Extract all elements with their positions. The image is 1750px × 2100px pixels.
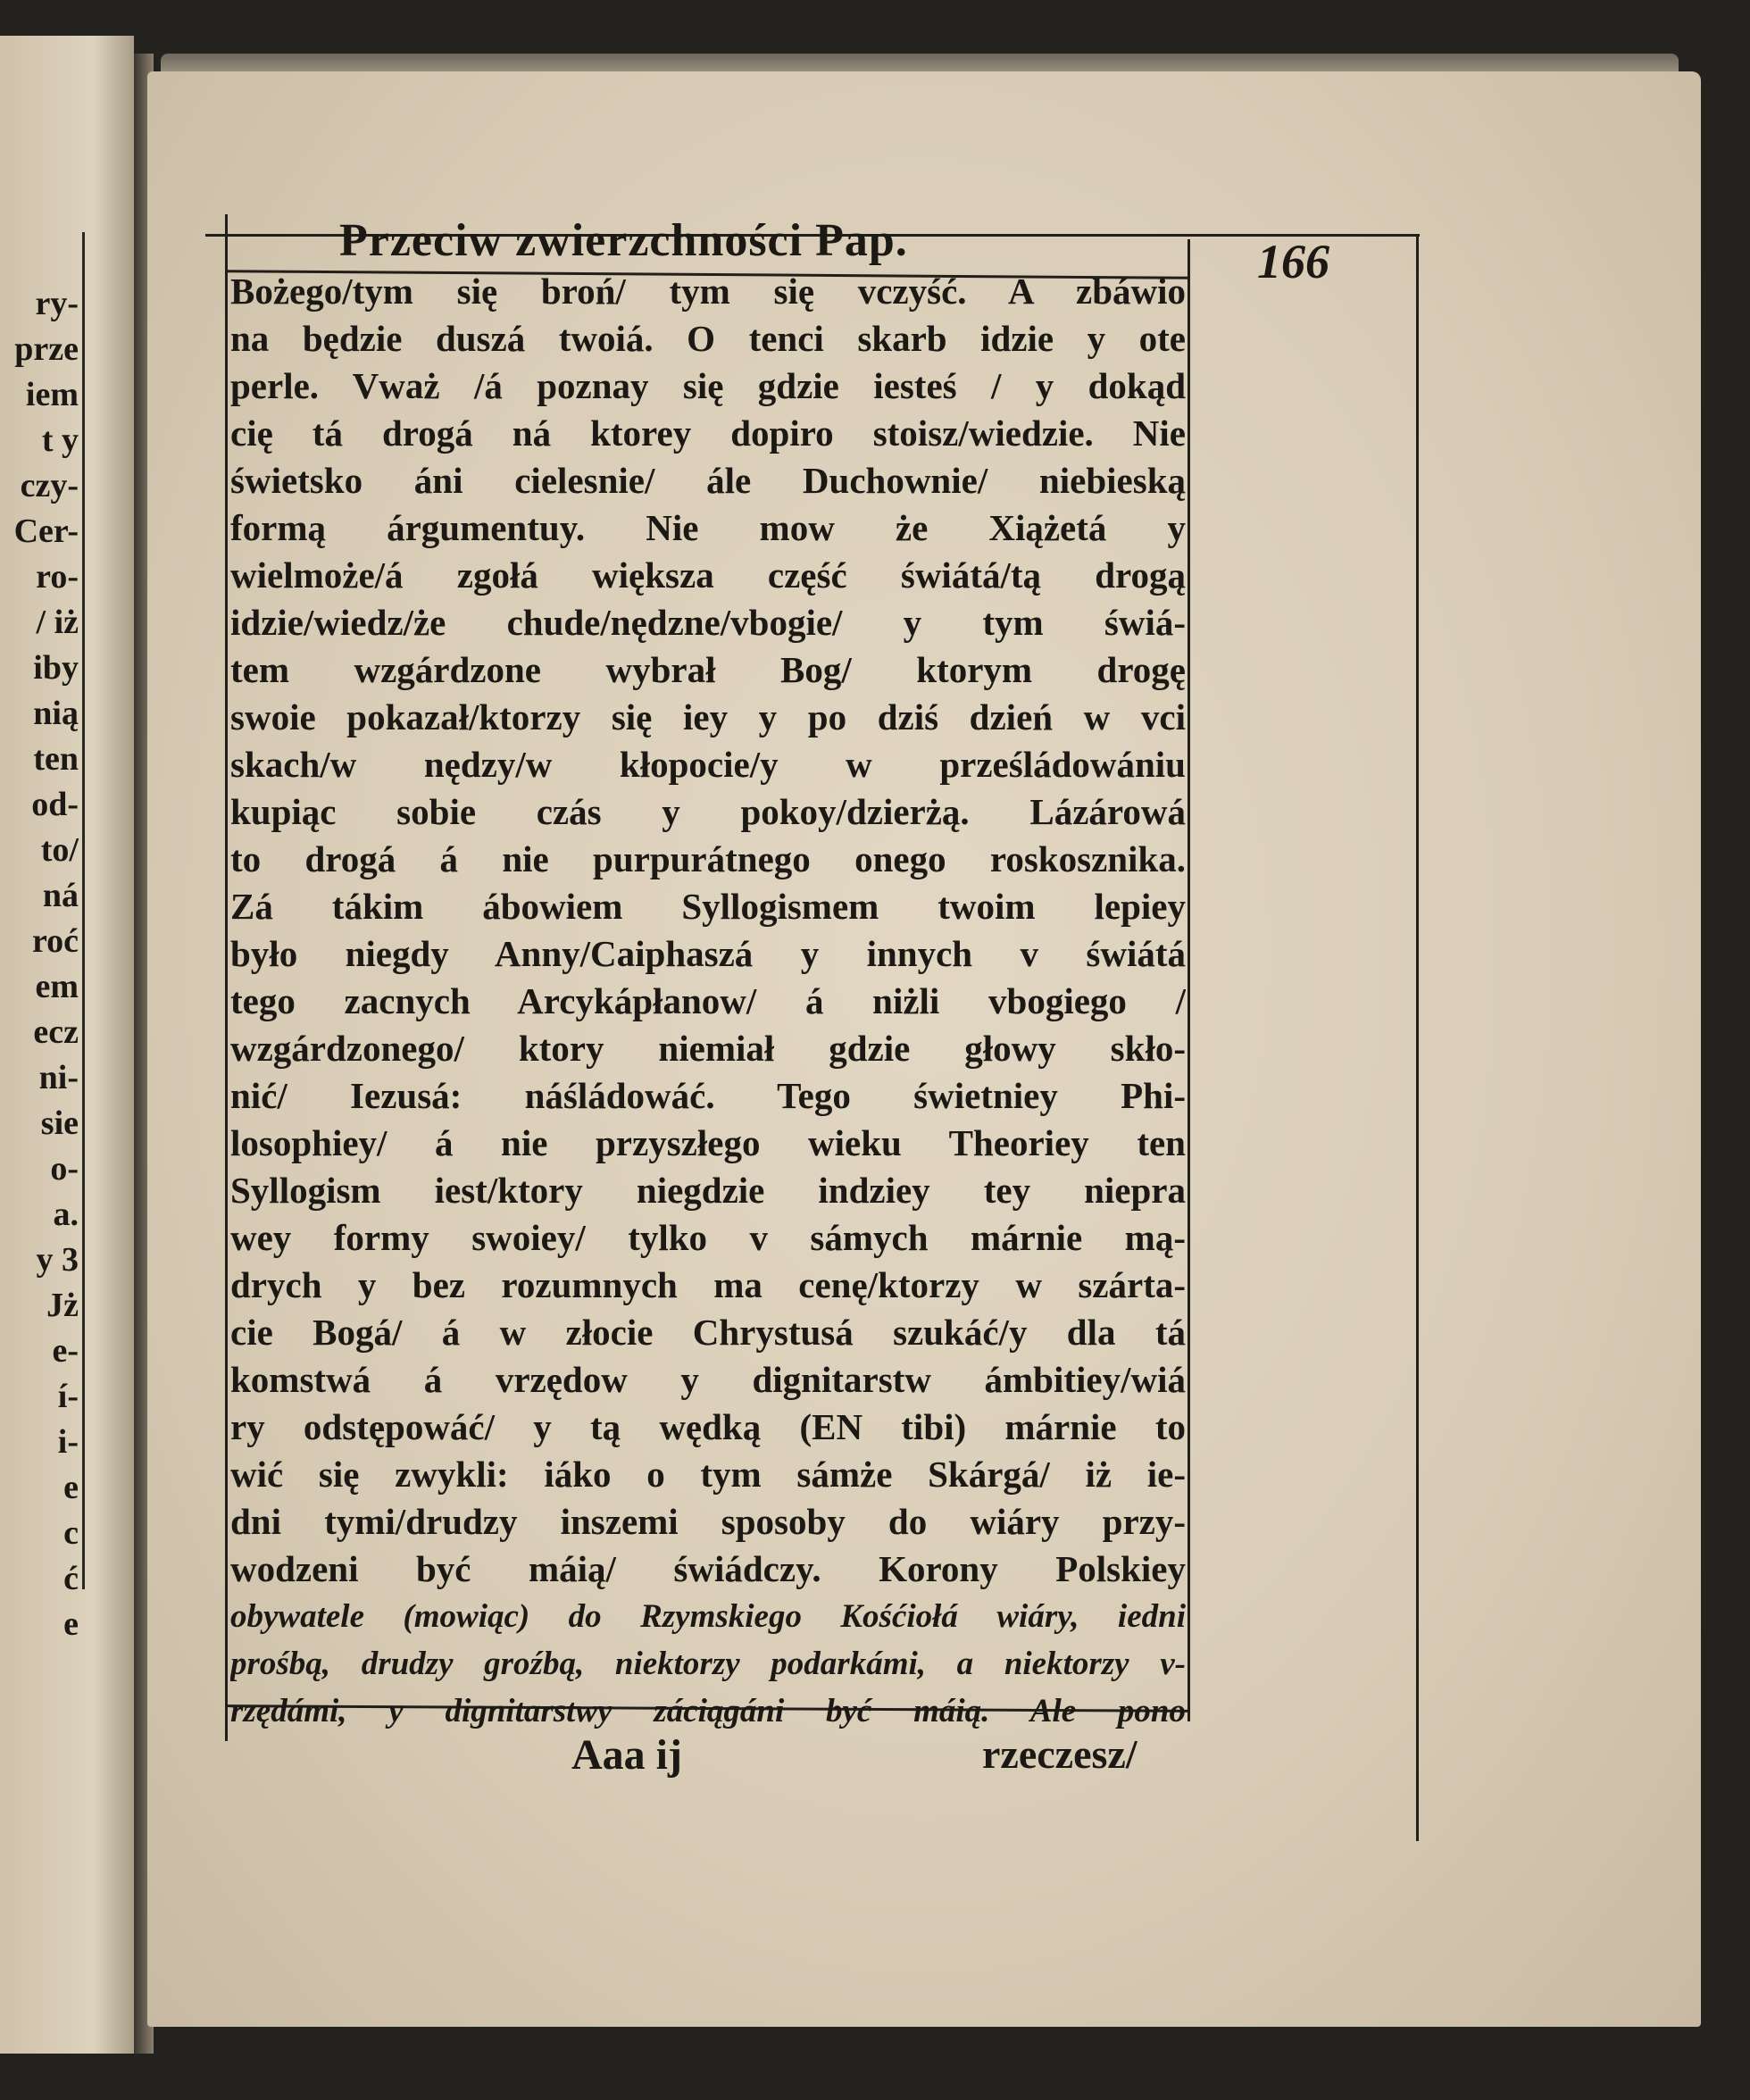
text-line: świetsko áni cielesnie/ ále Duchownie/ niebieską [230, 460, 1186, 501]
page-number: 166 [1257, 235, 1329, 288]
catchword: rzeczesz/ [982, 1731, 1138, 1777]
text-frame-left-rule [225, 214, 228, 1741]
text-line: prośbą, drudzy groźbą, niektorzy podarkámi, a niektorzy v- [230, 1646, 1186, 1682]
left-page-fragment: od- [31, 786, 79, 823]
left-page-rule [82, 232, 85, 1589]
text-line: wić się zwykli: iáko o tym sámże Skárgá/ iż ie- [230, 1454, 1186, 1495]
left-page-fragment: roć [31, 922, 79, 960]
text-line: Syllogism iest/ktory niegdzie indziey tey niepra [230, 1170, 1186, 1211]
text-line: było niegdy Anny/Caiphaszá y innych v świátá [230, 933, 1186, 974]
left-page-fragment: to/ [40, 831, 79, 869]
left-page-fragment: prze [14, 330, 79, 368]
left-page-fragment: ć [63, 1560, 79, 1597]
left-page-fragment: ecz [33, 1013, 79, 1051]
left-page-fragment: c [63, 1514, 79, 1552]
text-line: swoie pokazał/ktorzy się iey y po dziś dzień w vci [230, 696, 1186, 738]
left-page-fragment: y 3 [36, 1241, 79, 1279]
left-page-fragment: i- [57, 1423, 79, 1461]
text-line: wodzeni być máią/ świádczy. Korony Polskiey [230, 1548, 1186, 1589]
left-page-fragment: ry- [35, 285, 79, 322]
left-page-fragment: ro- [36, 558, 79, 596]
text-line: idzie/wiedz/że chude/nędzne/vbogie/ y tym świá- [230, 602, 1186, 643]
facing-left-page [0, 36, 134, 2054]
left-page-fragment: e [63, 1605, 79, 1643]
text-line: formą árgumentuy. Nie mow że Xiążetá y [230, 507, 1186, 548]
left-page-fragment: ná [42, 877, 79, 914]
left-page-fragment: nią [33, 695, 79, 732]
running-head: Przeciw zwierzchności Pap. [339, 215, 908, 266]
left-page-fragment: iby [33, 649, 79, 687]
text-line: nić/ Iezusá: náśládowáć. Tego świetniey Phi- [230, 1075, 1186, 1116]
text-line: to drogá á nie purpurátnego onego roskosznika. [230, 838, 1186, 879]
text-line: Zá tákim ábowiem Syllogismem twoim lepiey [230, 886, 1186, 927]
left-page-fragment: ni- [38, 1059, 79, 1096]
left-page-fragment: czy- [20, 467, 79, 504]
left-page-fragment: iem [25, 376, 79, 413]
left-page-fragment: e [63, 1469, 79, 1506]
left-page-fragment: / iż [36, 604, 79, 641]
left-page-fragment: t y [41, 421, 79, 459]
text-line: tem wzgárdzone wybrał Bog/ ktorym drogę [230, 649, 1186, 690]
left-page-fragment: í- [57, 1378, 79, 1415]
left-page-fragment: a. [53, 1196, 79, 1233]
left-page-fragment: sie [40, 1104, 79, 1142]
text-line: na będzie duszá twoiá. O tenci skarb idzie y ote [230, 318, 1186, 359]
text-line: wielmoże/á zgołá większa część świátá/tą drogą [230, 554, 1186, 596]
text-line: dni tymi/drudzy inszemi sposoby do wiáry przy- [230, 1501, 1186, 1542]
left-page-fragment: o- [50, 1150, 79, 1188]
body-text [230, 268, 1186, 1735]
text-line: wey formy swoiey/ tylko v sámych márnie mą- [230, 1217, 1186, 1258]
text-line: cie Bogá/ á w złocie Chrystusá szukáć/y dla tá [230, 1312, 1186, 1353]
left-page-fragment: em [35, 968, 79, 1005]
text-line: drych y bez rozumnych ma cenę/ktorzy w szárta- [230, 1264, 1186, 1305]
text-line: tego zacnych Arcykápłanow/ á niżli vbogiego / [230, 980, 1186, 1021]
text-line: cię tá drogá ná ktorey dopiro stoisz/wiedzie. Nie [230, 412, 1186, 454]
left-page-fragment: Cer- [13, 512, 79, 550]
signature-mark: Aaa ij [571, 1731, 682, 1779]
text-line: komstwá á vrzędow y dignitarstw ámbitiey/wiá [230, 1359, 1186, 1400]
left-page-fragment: Jż [46, 1287, 79, 1324]
text-line: obywatele (mowiąc) do Rzymskiego Kośćiołá wiáry, iedni [230, 1598, 1186, 1635]
margin-rule [1416, 234, 1419, 1841]
left-page-fragment: e- [52, 1332, 79, 1370]
text-line: perle. Vważ /á poznay się gdzie iesteś / y dokąd [230, 365, 1186, 406]
text-frame-right-rule [1188, 239, 1190, 1721]
text-line: losophiey/ á nie przyszłego wieku Theoriey ten [230, 1122, 1186, 1163]
text-line: rzędámi, y dignitarstwy záciągáni być máią. Ale pono [230, 1693, 1186, 1729]
text-line: ry odstępowáć/ y tą wędką (EN tibi) márnie to [230, 1406, 1186, 1447]
left-page-fragment: ten [33, 740, 79, 778]
text-line: wzgárdzonego/ ktory niemiał gdzie głowy skło- [230, 1028, 1186, 1069]
text-line: Bożego/tym się broń/ tym się vczyść. A zbáwio [230, 271, 1186, 312]
text-line: kupiąc sobie czás y pokoy/dzierżą. Lázárowá [230, 791, 1186, 832]
text-line: skach/w nędzy/w kłopocie/y w prześládowániu [230, 744, 1186, 785]
